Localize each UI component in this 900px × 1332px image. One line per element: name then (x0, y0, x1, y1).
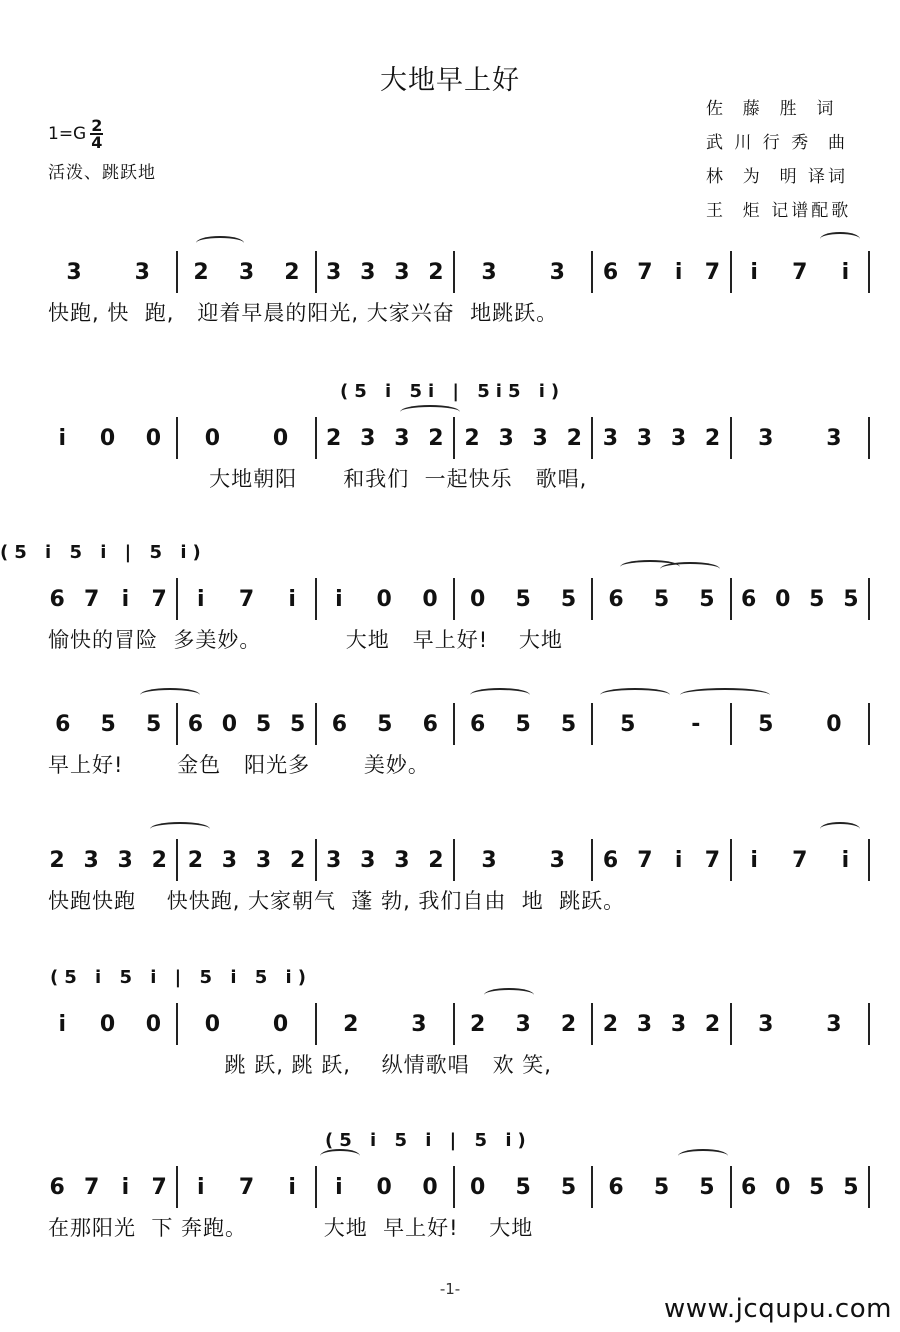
measure (317, 582, 453, 616)
note: 6 (470, 711, 486, 737)
measure (732, 255, 868, 289)
note: 7 (238, 586, 255, 612)
notation-row (40, 1170, 870, 1204)
note: 7 (238, 1174, 255, 1200)
note: i (335, 1174, 343, 1200)
measure (732, 843, 868, 877)
slur-mark (196, 236, 244, 250)
note: 5 (515, 586, 531, 612)
note: 0 (376, 1174, 392, 1200)
note: 5 (843, 586, 859, 612)
measure (178, 582, 314, 616)
note: 6 (602, 847, 619, 873)
note: 5 (560, 711, 577, 737)
note: 6 (187, 711, 204, 737)
note: 3 (826, 1011, 842, 1037)
note: 3 (481, 847, 497, 873)
notation-row (40, 843, 870, 877)
notation-row (40, 582, 870, 616)
note: 2 (289, 847, 306, 873)
slur-mark (320, 1149, 360, 1163)
note: 5 (515, 1174, 531, 1200)
measure (40, 582, 176, 616)
credit-translator: 林 为 明 译词 (706, 167, 849, 187)
credit-composer: 武 川 行 秀 曲 (706, 133, 849, 153)
note: 7 (704, 259, 721, 285)
note: 6 (422, 711, 438, 737)
note: 6 (741, 586, 757, 612)
note: 2 (704, 425, 721, 451)
measure (593, 1007, 729, 1041)
lyrics-line: 愉快的冒险 多美妙。 大地 早上好! 大地 (48, 628, 563, 652)
note: 3 (255, 847, 272, 873)
note: 6 (741, 1174, 757, 1200)
slur-mark (660, 562, 720, 576)
note: 3 (758, 425, 774, 451)
note: 0 (826, 711, 842, 737)
note: 5 (515, 711, 531, 737)
note: 5 (100, 711, 116, 737)
note: 3 (636, 425, 653, 451)
note: i (121, 586, 130, 612)
note: 2 (193, 259, 209, 285)
note: 5 (843, 1174, 859, 1200)
note: 6 (331, 711, 348, 737)
measure (40, 707, 176, 741)
note: - (691, 711, 701, 737)
note: 5 (809, 586, 825, 612)
note: 2 (470, 1011, 486, 1037)
measure (732, 421, 868, 455)
note: 3 (826, 425, 842, 451)
measure (455, 255, 591, 289)
note: 2 (284, 259, 300, 285)
note: 2 (560, 1011, 577, 1037)
note: 5 (620, 711, 636, 737)
note: 7 (83, 1174, 100, 1200)
note: 7 (637, 259, 653, 285)
notation-row (40, 707, 870, 741)
note: 3 (394, 259, 410, 285)
note: 3 (83, 847, 99, 873)
measure (40, 843, 176, 877)
note: 3 (515, 1011, 531, 1037)
note: 3 (117, 847, 133, 873)
note: i (750, 847, 758, 873)
note: 3 (238, 259, 255, 285)
note: 5 (560, 1174, 577, 1200)
note: 6 (49, 1174, 65, 1200)
note: 6 (608, 1174, 624, 1200)
note: 0 (272, 425, 289, 451)
note: i (197, 586, 205, 612)
measure (178, 421, 314, 455)
note: 3 (360, 259, 376, 285)
note: i (288, 1174, 296, 1200)
lyrics-line: 跳 跃, 跳 跃, 纵情歌唱 欢 笑, (48, 1053, 552, 1077)
note: 0 (221, 711, 238, 737)
note: 0 (422, 586, 438, 612)
note: 0 (204, 1011, 221, 1037)
note: 3 (481, 259, 497, 285)
note: 7 (792, 259, 808, 285)
slur-mark (678, 1149, 728, 1163)
note: 3 (670, 1011, 687, 1037)
note: 5 (255, 711, 272, 737)
measure (40, 421, 176, 455)
note: 0 (99, 425, 116, 451)
measure (317, 843, 453, 877)
note: 7 (83, 586, 100, 612)
note: 2 (428, 259, 444, 285)
key-signature (48, 118, 103, 150)
note: 5 (145, 711, 162, 737)
note: 2 (704, 1011, 721, 1037)
note: 5 (653, 586, 670, 612)
measure (455, 421, 591, 455)
note: i (841, 847, 850, 873)
measure (178, 707, 314, 741)
note: 0 (376, 586, 392, 612)
note: 7 (151, 1174, 167, 1200)
interlude-notes: (5 i 5 i | 5 i) (325, 1130, 532, 1151)
measure (732, 582, 868, 616)
note: 5 (289, 711, 306, 737)
note: 5 (560, 586, 577, 612)
measure (317, 1170, 453, 1204)
key-label: 1=G (48, 124, 87, 144)
note: 5 (377, 711, 393, 737)
note: i (750, 259, 758, 285)
measure (40, 1170, 176, 1204)
note: 0 (422, 1174, 438, 1200)
note: i (288, 586, 296, 612)
notation-row (40, 255, 870, 289)
note: 0 (775, 1174, 791, 1200)
slur-mark (470, 688, 530, 702)
time-signature-top: 2 (91, 116, 103, 135)
measure (317, 255, 453, 289)
note: 5 (699, 1174, 715, 1200)
note: 5 (809, 1174, 825, 1200)
note: i (121, 1174, 130, 1200)
note: 6 (55, 711, 71, 737)
note: i (841, 259, 850, 285)
note: 3 (360, 847, 376, 873)
note: 5 (653, 1174, 670, 1200)
note: 2 (428, 425, 444, 451)
note: 3 (636, 1011, 653, 1037)
measure (317, 1007, 453, 1041)
note: 3 (549, 847, 565, 873)
measure (455, 1170, 591, 1204)
note: 3 (326, 259, 342, 285)
measure (732, 1007, 868, 1041)
note: 7 (151, 586, 167, 612)
measure (593, 582, 729, 616)
measure (593, 843, 729, 877)
note: 3 (66, 259, 82, 285)
note: 3 (221, 847, 238, 873)
note: 3 (411, 1011, 427, 1037)
measure (455, 1007, 591, 1041)
song-title: 大地早上好 (380, 65, 520, 96)
note: 2 (151, 847, 167, 873)
note: 0 (145, 425, 162, 451)
note: 3 (602, 425, 618, 451)
measure (593, 707, 729, 741)
note: 3 (326, 847, 342, 873)
bar-line (868, 251, 870, 293)
note: 5 (758, 711, 774, 737)
note: 3 (394, 847, 410, 873)
lyrics-line: 快跑快跑 快快跑, 大家朝气 蓬 勃, 我们自由 地 跳跃。 (48, 889, 626, 913)
note: 3 (394, 425, 410, 451)
measure (593, 421, 729, 455)
note: 3 (134, 259, 150, 285)
time-signature-bottom: 4 (91, 133, 103, 152)
bar-line (868, 578, 870, 620)
lyrics-line: 大地朝阳 和我们 一起快乐 歌唱, (48, 467, 588, 491)
measure (732, 707, 868, 741)
bar-line (868, 417, 870, 459)
measure (317, 707, 453, 741)
note: i (197, 1174, 205, 1200)
note: 0 (99, 1011, 116, 1037)
note: 6 (602, 259, 619, 285)
note: 7 (704, 847, 721, 873)
note: 0 (145, 1011, 162, 1037)
note: 2 (343, 1011, 359, 1037)
note: 0 (470, 586, 486, 612)
measure (455, 843, 591, 877)
note: 2 (566, 425, 582, 451)
note: i (58, 425, 67, 451)
measure (593, 1170, 729, 1204)
measure (40, 255, 176, 289)
measure (732, 1170, 868, 1204)
page-number: -1- (439, 1280, 461, 1298)
lyrics-line: 快跑, 快 跑, 迎着早晨的阳光, 大家兴奋 地跳跃。 (48, 301, 559, 325)
measure (178, 255, 314, 289)
bar-line (868, 703, 870, 745)
note: 2 (464, 425, 480, 451)
note: i (674, 847, 683, 873)
note: 2 (187, 847, 204, 873)
interlude-notes: (5 i 5 i | 5 i 5 i) (50, 967, 312, 988)
measure (178, 843, 314, 877)
note: 3 (670, 425, 687, 451)
lyrics-line: 早上好! 金色 阳光多 美妙。 (48, 753, 430, 777)
note: 3 (532, 425, 548, 451)
note: 2 (428, 847, 444, 873)
slur-mark (820, 232, 860, 246)
slur-mark (680, 688, 770, 702)
note: i (335, 586, 343, 612)
notation-row (40, 421, 870, 455)
note: 2 (326, 425, 342, 451)
slur-mark (150, 822, 210, 836)
measure (455, 707, 591, 741)
note: 7 (792, 847, 808, 873)
credit-lyricist: 佐 藤 胜 词 (706, 99, 837, 119)
measure (178, 1007, 314, 1041)
notation-row (40, 1007, 870, 1041)
note: i (58, 1011, 67, 1037)
credit-arranger: 王 炬 记谱配歌 (706, 201, 852, 221)
note: 6 (608, 586, 624, 612)
measure (593, 255, 729, 289)
note: 3 (549, 259, 565, 285)
bar-line (868, 1166, 870, 1208)
credits-block (706, 92, 851, 228)
note: 3 (360, 425, 376, 451)
note: 3 (498, 425, 514, 451)
note: 0 (470, 1174, 486, 1200)
interlude-notes: (5 i 5 i | 5 i) (0, 542, 207, 563)
interlude-notes: (5 i 5i | 5i5 i) (340, 381, 566, 402)
time-signature (90, 118, 103, 150)
note: 7 (637, 847, 653, 873)
note: 0 (775, 586, 791, 612)
note: 2 (602, 1011, 618, 1037)
note: 3 (758, 1011, 774, 1037)
site-watermark: www.jcqupu.com (664, 1294, 892, 1324)
note: 2 (49, 847, 65, 873)
note: 6 (49, 586, 65, 612)
note: i (674, 259, 683, 285)
slur-mark (820, 822, 860, 836)
slur-mark (140, 688, 200, 702)
note: 5 (699, 586, 715, 612)
slur-mark (484, 988, 534, 1002)
measure (40, 1007, 176, 1041)
measure (178, 1170, 314, 1204)
slur-mark (400, 405, 460, 419)
note: 0 (204, 425, 221, 451)
slur-mark (600, 688, 670, 702)
measure (455, 582, 591, 616)
lyrics-line: 在那阳光 下 奔跑。 大地 早上好! 大地 (48, 1216, 534, 1240)
bar-line (868, 839, 870, 881)
measure (317, 421, 453, 455)
bar-line (868, 1003, 870, 1045)
tempo-marking: 活泼、跳跃地 (48, 163, 156, 183)
note: 0 (272, 1011, 289, 1037)
